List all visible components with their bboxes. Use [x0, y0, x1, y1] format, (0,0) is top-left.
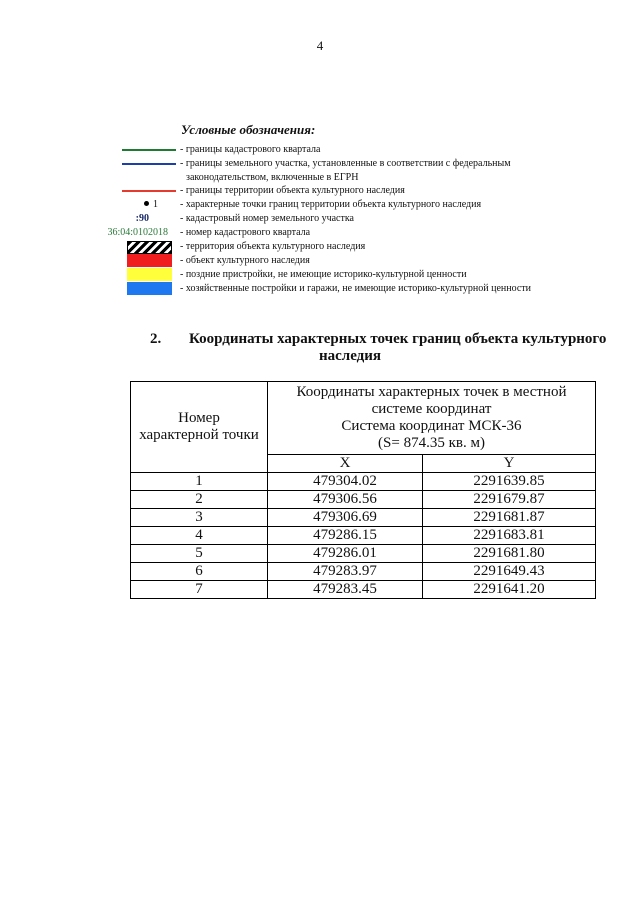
legend-item-land-plot — [0, 157, 640, 184]
table-row — [131, 491, 596, 509]
table-row — [131, 563, 596, 581]
point-number-cell: 5 — [131, 545, 268, 563]
point-symbol: 1 — [144, 198, 158, 212]
page-number: 4 — [316, 38, 324, 53]
point-number-cell: 3 — [131, 509, 268, 527]
red-line-symbol — [122, 190, 176, 192]
point-number-cell: 2 — [131, 491, 268, 509]
hatch-symbol — [127, 241, 172, 254]
y-cell: 2291641.20 — [423, 581, 596, 599]
x-column-header: X — [268, 455, 423, 473]
x-cell: 479304.02 — [268, 473, 423, 491]
table-row — [131, 527, 596, 545]
parcel-number-symbol: :90 — [135, 213, 149, 224]
y-cell: 2291679.87 — [423, 491, 596, 509]
legend-text: - номер кадастрового квартала — [180, 227, 311, 238]
section-number: 2. — [150, 331, 162, 347]
point-number-cell: 6 — [131, 563, 268, 581]
quarter-number-symbol: 36:04:0102018 — [107, 227, 168, 238]
y-cell: 2291681.87 — [423, 509, 596, 527]
table-row — [131, 473, 596, 491]
legend-text: - характерные точки границ территории объекта культурного наследия — [180, 199, 482, 210]
point-number-header: Номер характерной точки — [131, 382, 268, 473]
yellow-fill-symbol — [127, 268, 172, 281]
legend — [0, 143, 640, 296]
legend-title: Условные обозначения: — [181, 122, 316, 137]
x-cell: 479306.69 — [268, 509, 423, 527]
y-cell: 2291681.80 — [423, 545, 596, 563]
legend-item-cadastral-quarter — [0, 143, 640, 157]
red-fill-symbol — [127, 254, 172, 267]
table-row — [131, 581, 596, 599]
x-cell: 479283.45 — [268, 581, 423, 599]
table-row — [131, 545, 596, 563]
blue-line-symbol — [122, 163, 176, 165]
legend-text-continuation: законодательством, включенные в ЕГРН — [186, 172, 359, 183]
legend-item-characteristic-points — [0, 198, 640, 212]
legend-text: - кадастровый номер земельного участка — [180, 213, 354, 224]
legend-item-heritage-boundary — [0, 184, 640, 198]
legend-item-heritage-object — [0, 254, 640, 268]
x-cell: 479286.15 — [268, 527, 423, 545]
legend-text: - границы земельного участка, установленные в соответствии с федеральным — [180, 158, 511, 169]
table-row — [131, 509, 596, 527]
legend-text: - границы территории объекта культурного наследия — [180, 185, 405, 196]
legend-item-quarter-number — [0, 226, 640, 240]
y-cell: 2291649.43 — [423, 563, 596, 581]
blue-fill-symbol — [127, 282, 172, 295]
point-number-cell: 4 — [131, 527, 268, 545]
legend-item-late-extensions — [0, 268, 640, 282]
legend-item-outbuildings — [0, 282, 640, 296]
dot-icon — [144, 201, 149, 206]
legend-text: - границы кадастрового квартала — [180, 144, 321, 155]
y-cell: 2291639.85 — [423, 473, 596, 491]
legend-text: - территория объекта культурного наследия — [180, 241, 366, 252]
point-number-cell: 1 — [131, 473, 268, 491]
y-column-header: Y — [423, 455, 596, 473]
legend-text: - объект культурного наследия — [180, 255, 310, 266]
legend-text: - хозяйственные постройки и гаражи, не имеющие историко-культурной ценности — [180, 283, 532, 294]
point-number-cell: 7 — [131, 581, 268, 599]
y-cell: 2291683.81 — [423, 527, 596, 545]
coordinate-system-header: Координаты характерных точек в местной системе координат Система координат МСК-36 (S= 874.35 кв. м) — [268, 382, 596, 455]
section-title: Координаты характерных точек границ объекта культурного — [189, 331, 607, 347]
legend-item-parcel-number — [0, 212, 640, 226]
section-title-continuation: наследия — [318, 348, 382, 364]
x-cell: 479283.97 — [268, 563, 423, 581]
legend-item-heritage-territory — [0, 240, 640, 254]
green-line-symbol — [122, 149, 176, 151]
coordinates-table — [130, 381, 596, 599]
x-cell: 479306.56 — [268, 491, 423, 509]
x-cell: 479286.01 — [268, 545, 423, 563]
legend-text: - поздние пристройки, не имеющие историко-культурной ценности — [180, 269, 467, 280]
